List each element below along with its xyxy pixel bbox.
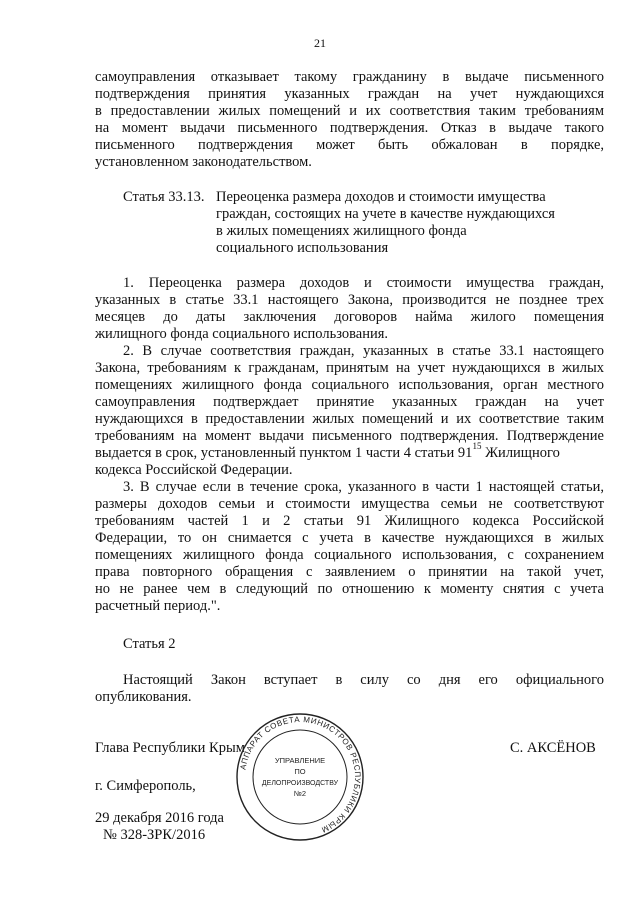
article-label: Статья 33.13. — [123, 189, 205, 205]
text-line: указанных в статье 33.1 настоящего Закона, производится не позднее трех — [95, 292, 604, 308]
text-line: 1. Переоценка размера доходов и стоимости имущества граждан, — [123, 275, 604, 291]
text-line: но не ранее чем в следующий по отношению к моменту снятия с учета — [95, 581, 604, 597]
text-line: нуждающихся в предоставлении жилых помещений и их соответствие таким — [95, 411, 604, 427]
text-line: самоуправления подтверждает принятие указанных граждан на учет — [95, 394, 604, 410]
official-stamp — [234, 711, 366, 843]
text-line: опубликования. — [95, 689, 192, 705]
superscript: 15 — [472, 441, 482, 452]
text-line: установленном законодательством. — [95, 154, 312, 170]
place: г. Симферополь, — [95, 778, 196, 794]
signature-name: С. АКСЁНОВ — [510, 740, 596, 756]
stamp-line: ПО — [294, 767, 306, 776]
text-line: подтверждения принятия указанных граждан на учет нуждающихся — [95, 86, 604, 102]
text-line: 2. В случае соответствия граждан, указанных в статье 33.1 настоящего — [123, 343, 604, 359]
text-line: Настоящий Закон вступает в силу со дня его официального — [123, 672, 604, 688]
text-line: письменного подтверждения может быть обжалован в порядке, — [95, 137, 604, 153]
date: 29 декабря 2016 года — [95, 810, 224, 826]
text-line: в предоставлении жилых помещений и их соответствия таким требованиям — [95, 103, 604, 119]
text-segment: выдается в срок, установленный пунктом 1 части 4 статьи 91 — [95, 445, 473, 461]
text-line: самоуправления отказывает такому гражданину в выдаче письменного — [95, 69, 604, 85]
stamp-line: №2 — [293, 789, 307, 798]
stamp-ring-text: АППАРАТ СОВЕТА МИНИСТРОВ РЕСПУБЛИКИ КРЫМ — [238, 714, 363, 835]
text-line: кодекса Российской Федерации. — [95, 462, 293, 478]
text-line: Федерации, то он снимается с учета в качестве нуждающихся в жилых — [95, 530, 604, 546]
text-line: на момент выдачи письменного подтверждения. Отказ в выдаче такого — [95, 120, 604, 136]
heading-line: социального использования — [216, 240, 389, 256]
page-number: 21 — [314, 36, 326, 50]
text-line: жилищного фонда социального использования. — [95, 326, 389, 342]
text-line: 3. В случае если в течение срока, указанного в части 1 настоящей статьи, — [123, 479, 604, 495]
stamp-line: ДЕЛОПРОИЗВОДСТВУ — [261, 780, 339, 787]
article-2-title: Статья 2 — [123, 636, 176, 652]
text-segment: Жилищного — [481, 445, 560, 461]
signature-title: Глава Республики Крым — [95, 740, 245, 756]
text-line: требованиям частей 1 и 2 статьи 91 Жилищного кодекса Российской — [95, 513, 604, 529]
text-line: помещениях жилищного фонда социального использования, с сохранением — [95, 547, 604, 563]
text-line: права повторного обращения с заявлением о принятии на такой учет, — [95, 564, 604, 580]
text-line: размеры доходов семьи и стоимости имущества семьи не соответствуют — [95, 496, 604, 512]
text-line: месяцев до даты заключения договоров найма жилого помещения — [95, 309, 604, 325]
stamp-line: УПРАВЛЕНИЕ — [274, 756, 326, 765]
heading-line: в жилых помещениях жилищного фонда — [216, 223, 467, 239]
heading-line: Переоценка размера доходов и стоимости имущества — [216, 189, 546, 205]
text-line: расчетный период.". — [95, 598, 221, 614]
text-line: помещениях жилищного фонда социального использования, орган местного — [95, 377, 604, 393]
text-line: требованиям на момент выдачи письменного подтверждения. Подтверждение — [95, 428, 604, 444]
law-number: № 328-ЗРК/2016 — [103, 827, 206, 843]
text-line: Закона, требованиям к гражданам, принятым на учет нуждающихся в жилых — [95, 360, 604, 376]
text-line-with-superscript — [95, 441, 560, 462]
heading-line: граждан, состоящих на учете в качестве нуждающихся — [216, 206, 555, 222]
